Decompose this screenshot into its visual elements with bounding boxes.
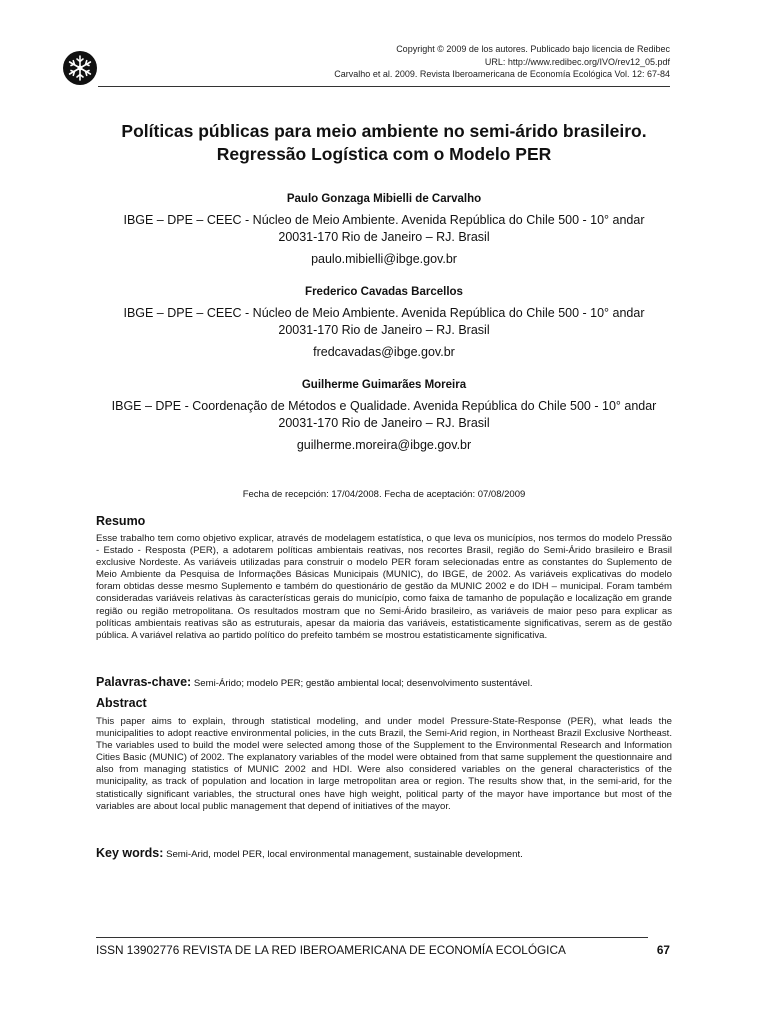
url-line[interactable]: URL: http://www.redibec.org/IVO/rev12_05.pdf: [484, 56, 670, 67]
title-line-2: Regressão Logística com o Modelo PER: [216, 144, 552, 164]
abstract-text: This paper aims to explain, through statistical modeling, and under model Pressure-State-Response (PER), what leads the municipalities to adopt reactive environmental policies, in the cuts Brazil, the Semi-Arid region, in Northeast Brazil Exclusive Northeast. The variables used to build the model were selected among those of the Supplement to the Environmental Research and Information Cities Basic (MUNIC) of 2002. The explanatory variables of the model were obtained from that same supplement the questionnaire and also from managing statistics of MUNIC 2002 and HDI. Were also considered variables on the general characteristics of the municipality, as track of population and location in large metropolitan area or region. The results show that, in the semi-arid, for the statistically significant variables, the structural ones have high weight, political party of the mayor have importance but most of the variables are about local public management that depend of initiatives of the mayor.: [96, 716, 672, 812]
palavras-chave-label: Palavras-chave:: [96, 675, 192, 689]
copyright-line: Copyright © 2009 de los autores. Publicado bajo licencia de Redibec: [396, 44, 670, 54]
author-email[interactable]: paulo.mibielli@ibge.gov.br: [311, 252, 457, 266]
author-email[interactable]: guilherme.moreira@ibge.gov.br: [296, 438, 472, 452]
author-affiliation: IBGE – DPE – CEEC - Núcleo de Meio Ambiente. Avenida República do Chile 500 - 10° andar: [123, 213, 645, 227]
key-words-label: Key words:: [96, 846, 164, 860]
author-name: Paulo Gonzaga Mibielli de Carvalho: [286, 193, 482, 205]
author-name: Guilherme Guimarães Moreira: [301, 379, 467, 391]
resumo-text: Esse trabalho tem como objetivo explicar, através de modelagem estatística, o que leva os municípios, nos termos do modelo Pressão - Estado - Resposta (PER), a adotarem políticas ambientais reativas, nos recortes Brasil, região do Semi-Árido brasileiro e Brasil exclusive Nordeste. As variáveis utilizadas para construir o modelo PER foram selecionadas entre as constantes do Suplemento de Meio Ambiente da Pesquisa de Informações Básicas Municipais (MUNIC), do IBGE, de 2002. As variáveis explicativas do modelo foram obtidas desse mesmo Suplemento e também do questionário de gestão da MUNIC 2002 e do IDH – municipal. Foram também consideradas variáveis relativas às características gerais do município, como faixa de tamanho de população e localização em grande região ou região metropolitana. Os resultados mostram que no Semi-Árido brasileiro, as variáveis de maior peso para explicar as políticas ambientais reativas são as estruturais, apesar da maioria das variáveis, estatisticamente significativas, serem as de gestão pública. A variável relativa ao partido político do prefeito também se mostrou estatisticamente significativa.: [96, 533, 672, 641]
palavras-chave-line: [96, 675, 672, 691]
page-number: 67: [656, 943, 670, 957]
author-affiliation: IBGE – DPE – CEEC - Núcleo de Meio Ambiente. Avenida República do Chile 500 - 10° andar: [123, 306, 645, 320]
key-words-line: [96, 846, 672, 862]
author-name: Frederico Cavadas Barcellos: [305, 286, 463, 298]
resumo-heading: Resumo: [96, 514, 146, 528]
author-block: [80, 378, 688, 454]
abstract-heading: Abstract: [96, 696, 147, 710]
author-email[interactable]: fredcavadas@ibge.gov.br: [313, 345, 455, 359]
footer-divider: [96, 937, 648, 938]
title-line-1: Políticas públicas para meio ambiente no semi-árido brasileiro.: [121, 121, 647, 141]
author-block: [80, 192, 688, 268]
author-list: [80, 192, 688, 471]
author-affiliation: 20031-170 Rio de Janeiro – RJ. Brasil: [278, 230, 490, 244]
submission-dates: Fecha de recepción: 17/04/2008. Fecha de aceptación: 07/08/2009: [242, 489, 526, 500]
author-block: [80, 285, 688, 361]
header-info: [334, 43, 670, 81]
citation-line: Carvalho et al. 2009. Revista Iberoamericana de Economía Ecológica Vol. 12: 67-84: [334, 69, 670, 79]
journal-logo-icon: [62, 50, 98, 86]
key-words-text: Semi-Arid, model PER, local environmental management, sustainable development.: [166, 849, 523, 860]
footer-journal: ISSN 13902776 REVISTA DE LA RED IBEROAMERICANA DE ECONOMÍA ECOLÓGICA: [96, 943, 566, 957]
palavras-chave-text: Semi-Árido; modelo PER; gestão ambiental local; desenvolvimento sustentável.: [193, 678, 533, 689]
author-affiliation: 20031-170 Rio de Janeiro – RJ. Brasil: [278, 323, 490, 337]
header-divider: [98, 86, 670, 87]
paper-title: [60, 120, 708, 166]
author-affiliation: 20031-170 Rio de Janeiro – RJ. Brasil: [278, 416, 490, 430]
author-affiliation: IBGE – DPE - Coordenação de Métodos e Qualidade. Avenida República do Chile 500 - 10° andar: [111, 399, 657, 413]
